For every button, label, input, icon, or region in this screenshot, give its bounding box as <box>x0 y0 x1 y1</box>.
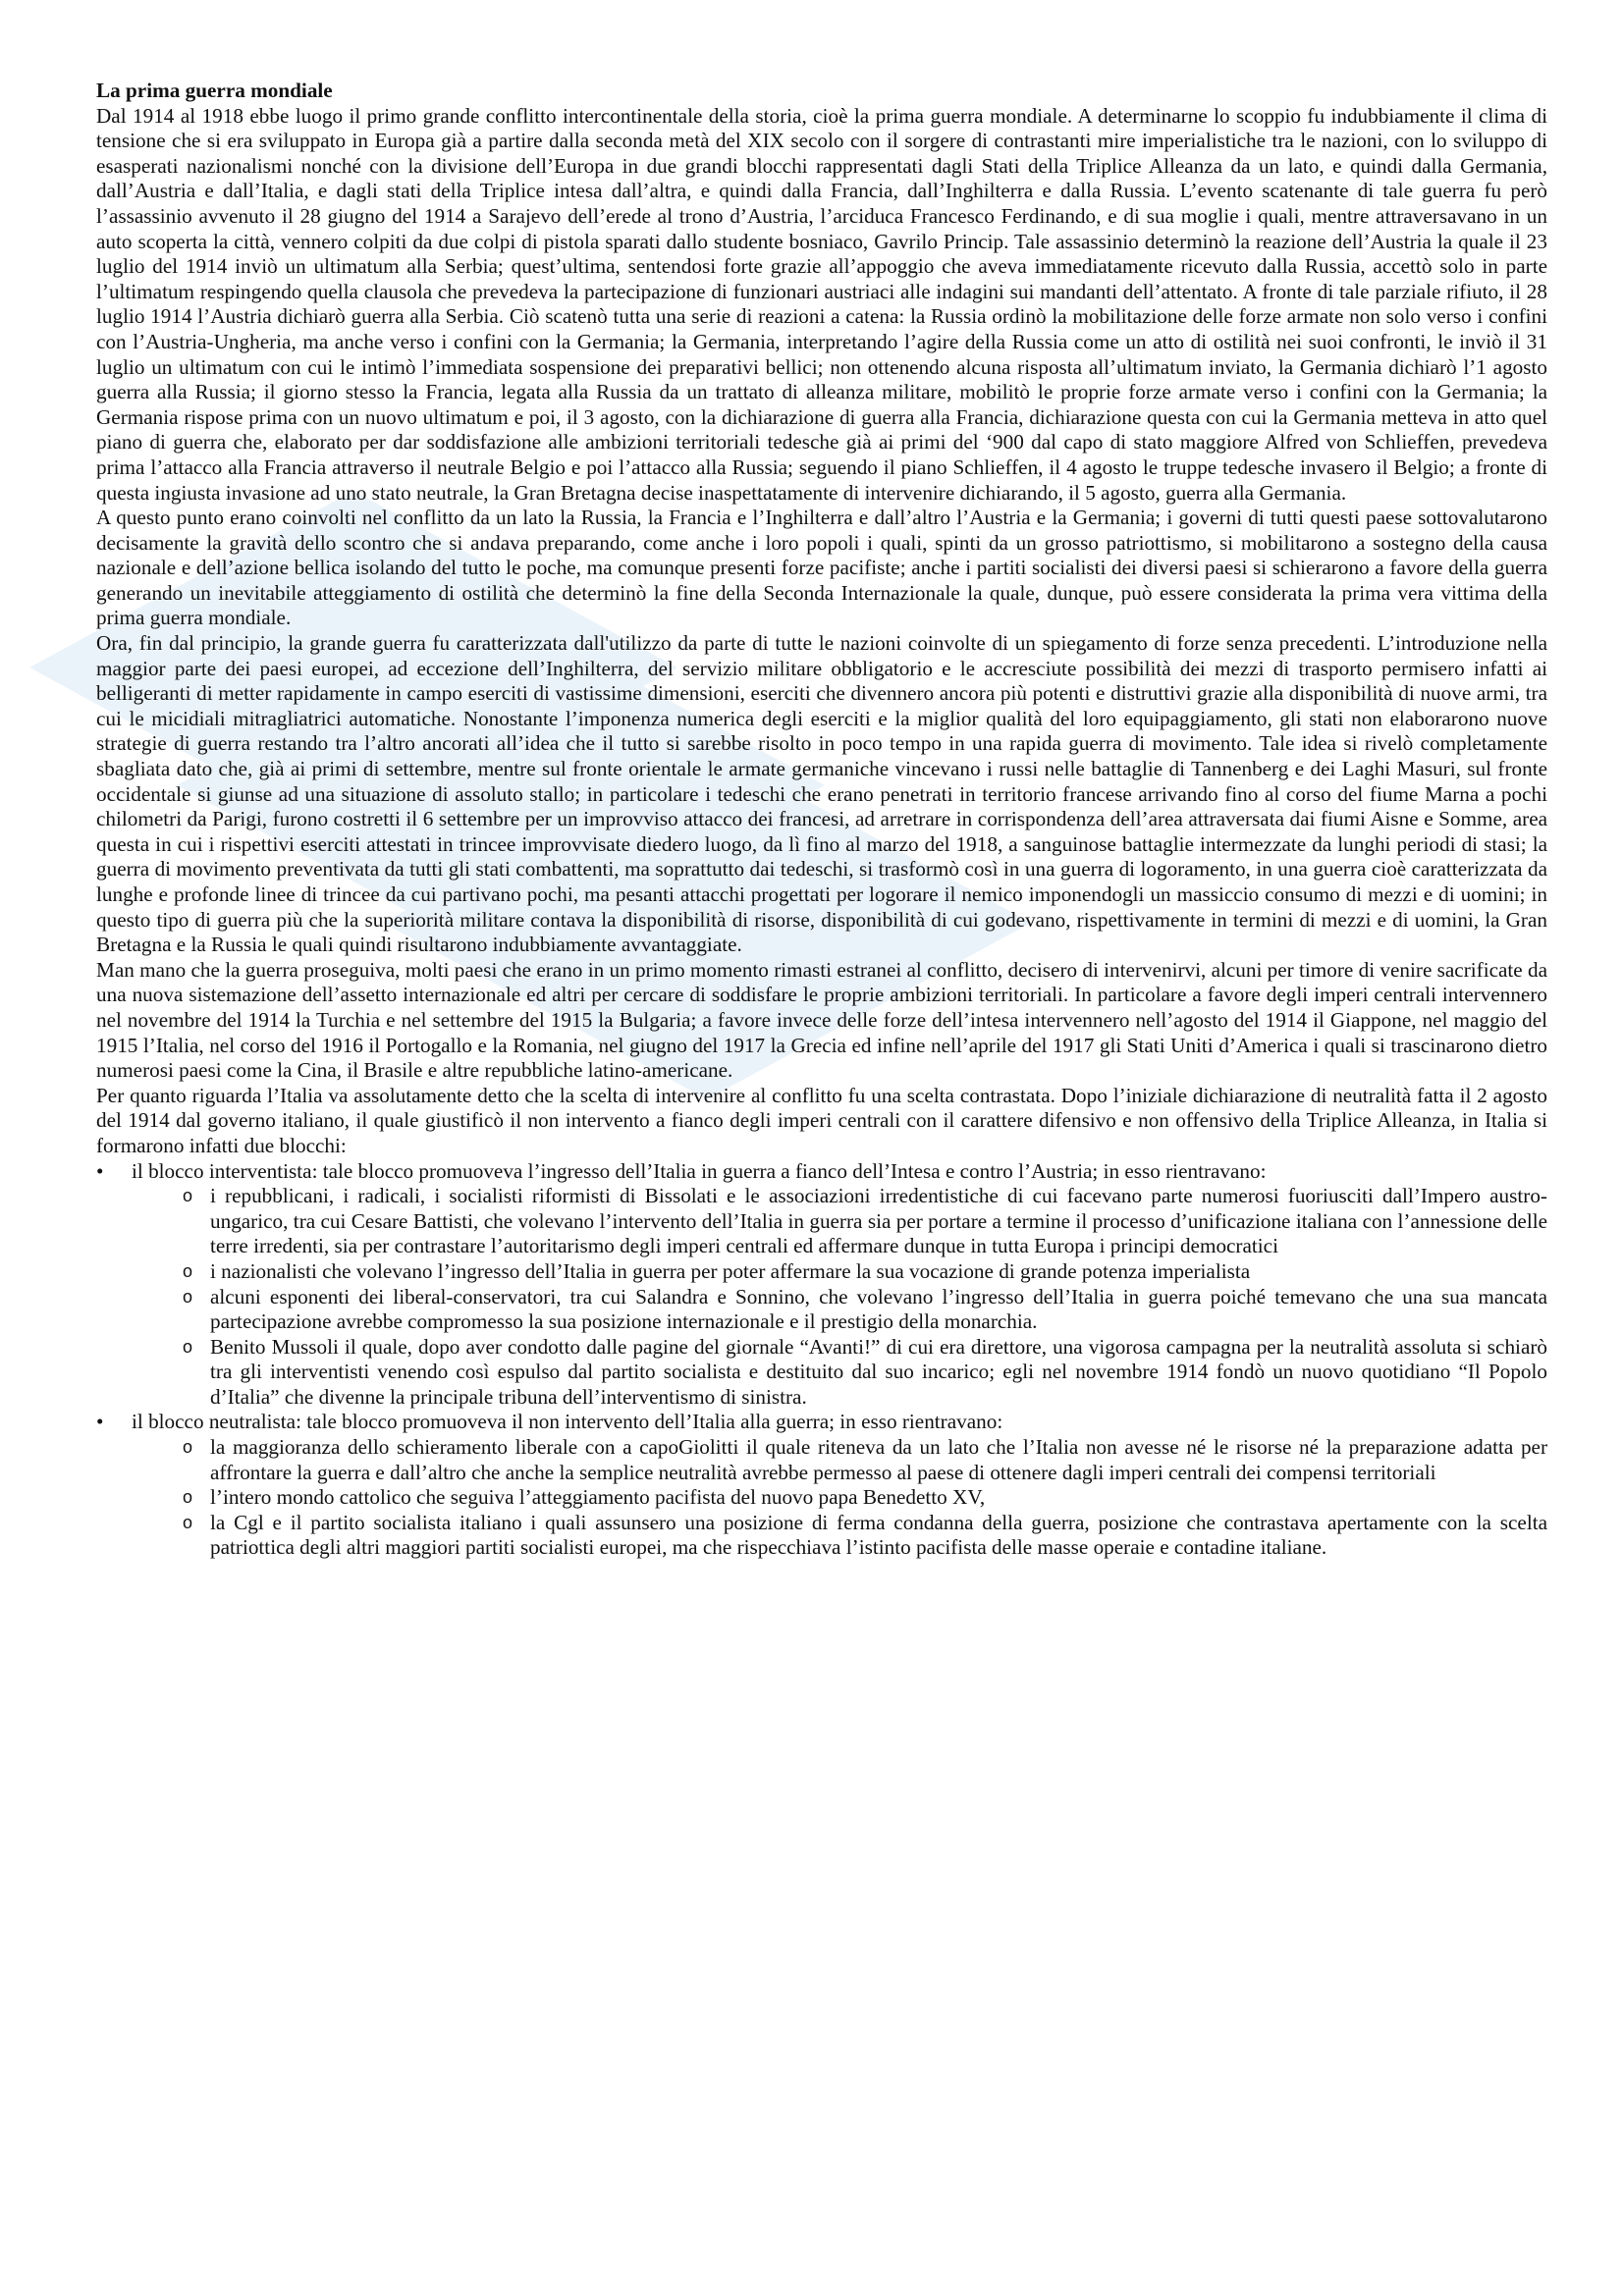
block-heading: • il blocco neutralista: tale blocco promuoveva il non intervento dell’Italia alla guerra; in esso rientravano: <box>132 1410 1003 1434</box>
block-items <box>132 1184 1547 1410</box>
paragraph-origins: Dal 1914 al 1918 ebbe luogo il primo grande conflitto intercontinentale della storia, cioè la prima guerra mondiale. A determinarne lo scoppio fu indubbiamente il clima di tensione che si era sviluppato in Europa già a partire dalla seconda metà del XIX secolo con il sorgere di contrastanti mire imperialistiche tra le nazioni, con lo sviluppo di esasperati nazionalismi nonché con la divisione dell’Europa in due grandi blocchi rappresentati dagli Stati della Triplice Alleanza da un lato, e quindi dalla Germania, dall’Austria e dall’Italia, e dagli stati della Triplice intesa dall’altra, e quindi dalla Francia, dall’Inghilterra e dalla Russia. L’evento scatenante di tale guerra fu però l’assassinio avvenuto il 28 giugno del 1914 a Sarajevo dell’erede al trono d’Austria, l’arciduca Francesco Ferdinando, e di sua moglie i quali, mentre attraversavano in un auto scoperta la città, vennero colpiti da due colpi di pistola sparati dallo studente bosniaco, Gavrilo Princip. Tale assassinio determinò la reazione dell’Austria la quale il 23 luglio del 1914 inviò un ultimatum alla Serbia; quest’ultima, sentendosi forte grazie all’appoggio che aveva immediatamente ricevuto dalla Russia, accettò solo in parte l’ultimatum respingendo quella clausola che prevedeva la partecipazione di funzionari austriaci alle indagini sui mandanti dell’attentato. A fronte di tale parziale rifiuto, il 28 luglio 1914 l’Austria dichiarò guerra alla Serbia. Ciò scatenò tutta una serie di reazioni a catena: la Russia ordinò la mobilitazione delle forze armate non solo verso i confini con l’Austria-Ungheria, ma anche verso i confini con la Germania; la Germania, interpretando l’agire della Russia come un atto di ostilità nei suoi confronti, le inviò il 31 luglio un ultimatum con cui le intimò l’immediata sospensione dei preparativi bellici; non ottenendo alcuna risposta all’ultimatum inviato, la Germania dichiarò l’1 agosto guerra alla Russia; il giorno stesso la Francia, legata alla Russia da un trattato di alleanza militare, mobilitò le proprie forze armate verso i confini con la Germania; la Germania rispose prima con un nuovo ultimatum e poi, il 3 agosto, con la dichiarazione di guerra alla Francia, dichiarazione questa con cui la Germania metteva in atto quel piano di guerra che, elaborato per dar soddisfazione alle ambizioni territoriali tedesche già ai primi del ‘900 dal capo di stato maggiore Alfred von Schlieffen, prevedeva prima l’attacco alla Francia attraverso il neutrale Belgio e poi l’attacco alla Russia; seguendo il piano Schlieffen, il 4 agosto le truppe tedesche invasero il Belgio; a fronte di questa ingiusta invasione ad uno stato neutrale, la Gran Bretagna decise inaspettatamente di intervenire dichiarando, il 5 agosto, guerra alla Germania. <box>96 103 1547 505</box>
paragraph-belligerents: A questo punto erano coinvolti nel conflitto da un lato la Russia, la Francia e l’Inghilterra e dall’altro l’Austria e la Germania; i governi di tutti questi paese sottovalutarono decisamente la gravità dello scontro che si andava preparando, come anche i loro popoli i quali, spinti da un grosso patriottismo, si mobilitarono a sostegno della causa nazionale e dell’azione bellica isolando del tutto le poche, ma comunque presenti forze pacifiste; anche i partiti socialisti dei diversi paesi si schierarono a favore della guerra generando un inevitabile atteggiamento di ostilità che determinò la fine della Seconda Internazionale la quale, dunque, può essere considerata la prima vera vittima della prima guerra mondiale. <box>96 506 1547 630</box>
list-item: o Benito Mussoli il quale, dopo aver condotto dalle pagine del giornale “Avanti!” di cui era direttore, una vigorosa campagna per la neutralità assoluta si schiarò tra gli interventisti venendo così espulso dal partito socialista e destituito dal suo incarico; egli nel novembre 1914 fondò un nuovo quotidiano “Il Popolo d’Italia” che divenne la principale tribuna dell’interventismo di sinistra. <box>132 1335 1547 1411</box>
document-page <box>96 79 1547 1561</box>
list-item: o i repubblicani, i radicali, i socialisti riformisti di Bissolati e le associazioni irredentistiche di cui facevano parte numerosi fuoriusciti dall’Impero austro-ungarico, tra cui Cesare Battisti, che volevano l’intervento dell’Italia in guerra sia per portare a termine il processo d’unificazione italiana con l’annessione delle terre irredenti, sia per contrastare l’autoritarismo degli imperi centrali ed affermare dunque in tutta Europa i principi democratici <box>132 1184 1547 1259</box>
block-interventista <box>96 1159 1547 1411</box>
block-heading: • il blocco interventista: tale blocco promuoveva l’ingresso dell’Italia in guerra a fianco dell’Intesa e contro l’Austria; in esso rientravano: <box>132 1158 1267 1183</box>
list-item: o la Cgl e il partito socialista italiano i quali assunsero una posizione di ferma condanna della guerra, posizione che contrastava apertamente con la scelta patriottica degli altri maggiori partiti socialisti europei, ma che rispecchiava l’istinto pacifista delle masse operaie e contadine italiane. <box>132 1511 1547 1561</box>
paragraph-new-entrants: Man mano che la guerra proseguiva, molti paesi che erano in un primo momento rimasti estranei al conflitto, decisero di intervenirvi, alcuni per timore di venire sacrificate da una nuova sistemazione dell’assetto internazionale ed altri per cercare di soddisfare le proprie ambizioni territoriali. In particolare a favore degli imperi centrali intervennero nel novembre del 1914 la Turchia e nel settembre del 1915 la Bulgaria; a favore invece delle forze dell’intesa intervennero nell’agosto del 1914 il Giappone, nel maggio del 1915 l’Italia, nel corso del 1916 il Portogallo e la Romania, nel giugno del 1917 la Grecia ed infine nell’aprile del 1917 gli Stati Uniti d’America i quali si trascinarono dietro numerosi paesi come la Cina, il Brasile e altre repubbliche latino-americane. <box>96 957 1547 1083</box>
paragraph-trench-war: Ora, fin dal principio, la grande guerra fu caratterizzata dall'utilizzo da parte di tutte le nazioni coinvolte di un spiegamento di forze senza precedenti. L’introduzione nella maggior parte dei paesi europei, ad eccezione dell’Inghilterra, del servizio militare obbligatorio e le accresciute possibilità dei mezzi di trasporto permisero infatti ai belligeranti di metter rapidamente in campo eserciti di vastissime dimensioni, eserciti che divennero ancora più potenti e distruttivi grazie alla disponibilità di nuove armi, tra cui le micidiali mitragliatrici automatiche. Nonostante l’imponenza numerica degli eserciti e la miglior qualità del loro equipaggiamento, gli stati non elaborarono nuove strategie di guerra restando tra l’altro ancorati all’idea che il tutto si sarebbe risolto in poco tempo in una rapida guerra di movimento. Tale idea si rivelò completamente sbagliata dato che, già ai primi di settembre, mentre sul fronte orientale le armate germaniche vincevano i russi nelle battaglie di Tannenberg e dei Laghi Masuri, sul fronte occidentale si giunse ad una situazione di assoluto stallo; in particolare i tedeschi che erano penetrati in territorio francese arrivando fino al corso del fiume Marna a pochi chilometri da Parigi, furono costretti il 6 settembre per un improvviso attacco dei francesi, ad arretrare in corrispondenza dell’area attraversata dai fiumi Aisne e Somme, area questa in cui i rispettivi eserciti attestati in trincee improvvisate diedero luogo, da lì fino al marzo del 1918, a sanguinose battaglie intermezzate da lunghi periodi di stasi; la guerra di movimento preventivata da tutti gli stati combattenti, ma soprattutto dai tedeschi, si trasformò così in una guerra di logoramento, in una guerra cioè caratterizzata da lunghe e profonde linee di trincee da cui partivano pochi, ma pesanti attacchi progettati per logorare il nemico imponendogli un massiccio consumo di mezzi e di uomini; in questo tipo di guerra più che la superiorità militare contava la disponibilità di risorse, disponibilità di cui godevano, rispettivamente in termini di mezzi e di uomini, la Gran Bretagna e la Russia le quali quindi risultarono indubbiamente avvantaggiate. <box>96 631 1547 957</box>
list-item: o alcuni esponenti dei liberal-conservatori, tra cui Salandra e Sonnino, che volevano l’ingresso dell’Italia in guerra poiché temevano che una sua mancata partecipazione avrebbe compromesso la sua posizione internazionale e il prestigio della monarchia. <box>132 1285 1547 1335</box>
list-item: o la maggioranza dello schieramento liberale con a capoGiolitti il quale riteneva da un lato che l’Italia non avesse né le risorse né la preparazione adatta per affrontare la guerra e dall’altro che anche la semplice neutralità avrebbe permesso al paese di ottenere dagli imperi centrali dei compensi territoriali <box>132 1435 1547 1485</box>
list-item: o l’intero mondo cattolico che seguiva l’atteggiamento pacifista del nuovo papa Benedetto XV, <box>132 1485 1547 1511</box>
block-items <box>132 1435 1547 1561</box>
list-item: o i nazionalisti che volevano l’ingresso dell’Italia in guerra per poter affermare la sua vocazione di grande potenza imperialista <box>132 1259 1547 1285</box>
block-neutralista <box>96 1410 1547 1561</box>
blocks-list <box>96 1159 1547 1562</box>
document-title: La prima guerra mondiale <box>96 79 333 102</box>
paragraph-italy: Per quanto riguarda l’Italia va assolutamente detto che la scelta di intervenire al conflitto fu una scelta contrastata. Dopo l’iniziale dichiarazione di neutralità fatta il 2 agosto del 1914 dal governo italiano, il quale giustificò il non intervento a fianco degli imperi centrali con il carattere difensivo e non offensivo della Triplice Alleanza, in Italia si formarono infatti due blocchi: <box>96 1083 1547 1157</box>
